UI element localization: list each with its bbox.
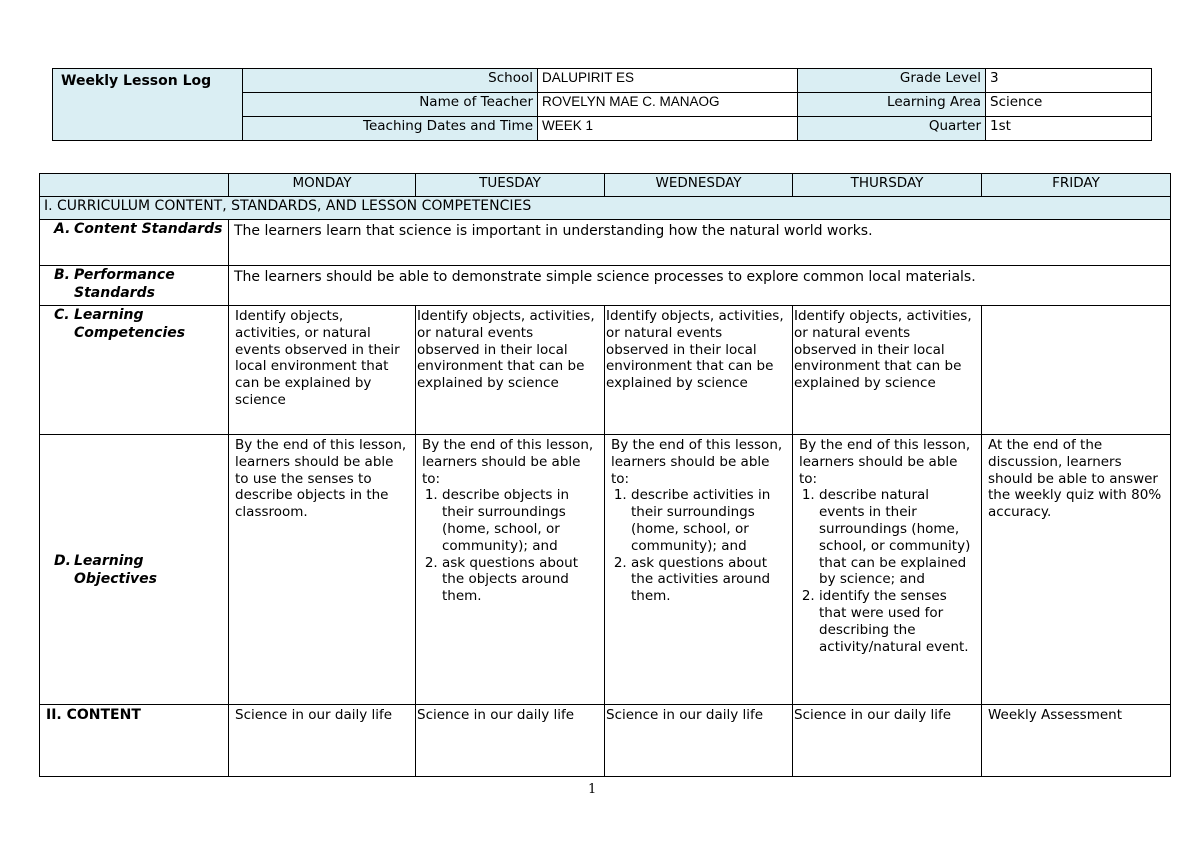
content-row (40, 705, 1171, 777)
row-letter: D. (54, 552, 71, 569)
content-monday: Science in our daily life (229, 705, 416, 777)
teacher-value: ROVELYN MAE C. MANAOG (538, 93, 798, 117)
school-label: School (243, 69, 538, 93)
day-tuesday: TUESDAY (416, 174, 605, 197)
learning-objectives-row (40, 435, 1171, 705)
grade-level-label: Grade Level (798, 69, 986, 93)
objective-item: 1. describe objects in their surroundings (home, school, or community); and (442, 487, 598, 554)
content-thursday: Science in our daily life (793, 705, 982, 777)
learning-area-label: Learning Area (798, 93, 986, 117)
row-label-text: Learning Objectives (74, 552, 157, 587)
content-standards-text: The learners learn that science is important in understanding how the natural world works. (229, 220, 1171, 266)
competency-wednesday: Identify objects, activities, or natural events observed in their local environment that can be explained by science (605, 306, 793, 435)
learning-competencies-label (40, 306, 229, 435)
day-wednesday: WEDNESDAY (605, 174, 793, 197)
content-tuesday: Science in our daily life (416, 705, 605, 777)
content-label: II. CONTENT (40, 705, 229, 777)
objective-tuesday (416, 435, 605, 705)
performance-standards-label (40, 266, 229, 306)
day-header-row (40, 174, 1171, 197)
objective-thursday (793, 435, 982, 705)
quarter-label: Quarter (798, 117, 986, 141)
competency-thursday: Identify objects, activities, or natural events observed in their local environment that can be explained by science (793, 306, 982, 435)
row-label-text: Learning Competencies (74, 307, 186, 341)
page-number: 1 (588, 782, 597, 797)
objective-item: 2. ask questions about the activities around them. (631, 555, 786, 605)
performance-standards-row (40, 266, 1171, 306)
row-letter: B. (54, 267, 70, 283)
objective-list (799, 487, 975, 655)
section-row (40, 197, 1171, 220)
objective-item: 1. describe natural events in their surroundings (home, school, or community) that can be explained by science; and (819, 487, 975, 588)
row-label-text: Performance Standards (74, 267, 175, 301)
header-table (52, 68, 1152, 141)
objective-intro: By the end of this lesson, learners should be able to: (422, 437, 594, 487)
competency-tuesday: Identify objects, activities, or natural events observed in their local environment that can be explained by science (416, 306, 605, 435)
content-wednesday: Science in our daily life (605, 705, 793, 777)
day-friday: FRIDAY (982, 174, 1171, 197)
content-standards-row (40, 220, 1171, 266)
learning-competencies-row (40, 306, 1171, 435)
objective-list (422, 487, 598, 605)
competency-friday (982, 306, 1171, 435)
day-thursday: THURSDAY (793, 174, 982, 197)
day-monday: MONDAY (229, 174, 416, 197)
objective-wednesday (605, 435, 793, 705)
corner-cell (40, 174, 229, 197)
lesson-plan-table (39, 173, 1171, 777)
learning-area-value: Science (986, 93, 1152, 117)
teaching-dates-value: WEEK 1 (538, 117, 798, 141)
row-letter: A. (54, 221, 71, 237)
grade-level-value: 3 (986, 69, 1152, 93)
objective-item: 1. describe activities in their surroundings (home, school, or community); and (631, 487, 786, 554)
objective-intro: By the end of this lesson, learners should be able to: (611, 437, 783, 487)
row-label-text: Content Standards (74, 221, 223, 237)
content-standards-label (40, 220, 229, 266)
objective-monday: By the end of this lesson, learners should be able to use the senses to describe objects in the classroom. (229, 435, 416, 705)
performance-standards-text: The learners should be able to demonstrate simple science processes to explore common local materials. (229, 266, 1171, 306)
teaching-dates-label: Teaching Dates and Time (243, 117, 538, 141)
section-1-title: I. CURRICULUM CONTENT, STANDARDS, AND LESSON COMPETENCIES (40, 197, 1171, 220)
competency-monday: Identify objects, activities, or natural events observed in their local environment that can be explained by science (229, 306, 416, 435)
objective-friday: At the end of the discussion, learners should be able to answer the weekly quiz with 80% accuracy. (982, 435, 1171, 705)
objective-item: 2. identify the senses that were used for describing the activity/natural event. (819, 588, 975, 655)
objective-list (611, 487, 786, 605)
teacher-label: Name of Teacher (243, 93, 538, 117)
objective-intro: By the end of this lesson, learners should be able to: (799, 437, 971, 487)
lesson-log-title: Weekly Lesson Log (53, 69, 243, 141)
learning-objectives-label (40, 435, 229, 705)
quarter-value: 1st (986, 117, 1152, 141)
row-letter: C. (54, 307, 70, 323)
school-value: DALUPIRIT ES (538, 69, 798, 93)
objective-item: 2. ask questions about the objects around them. (442, 555, 598, 605)
content-friday: Weekly Assessment (982, 705, 1171, 777)
